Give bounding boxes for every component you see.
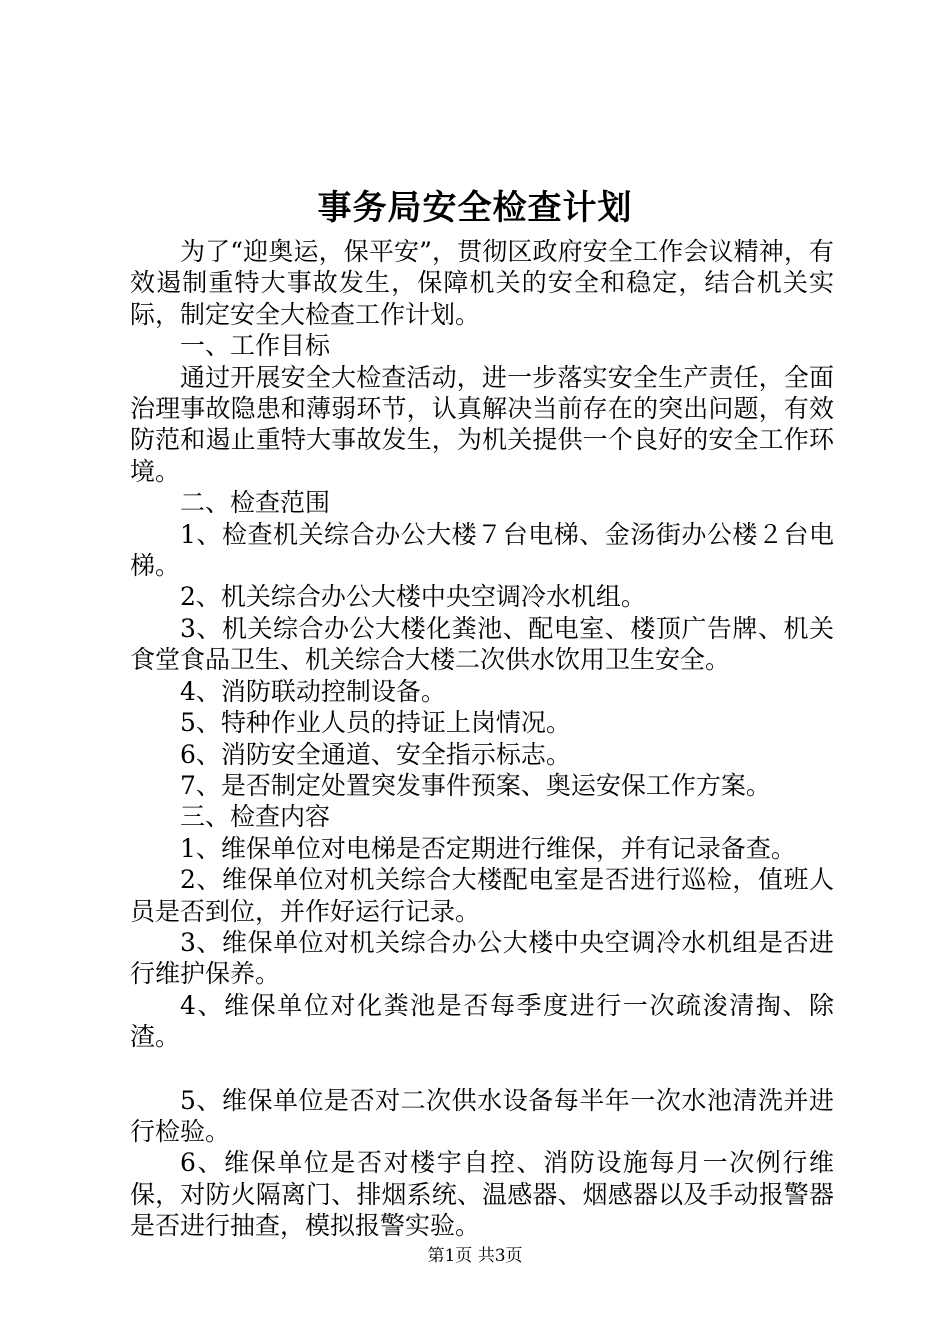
content-item-5: 5、维保单位是否对二次供水设备每半年一次水池清洗并进行检验。 xyxy=(130,1085,834,1146)
page-number-footer: 第1页 共3页 xyxy=(427,1246,523,1266)
paragraph-goal: 通过开展安全大检查活动，进一步落实安全生产责任，全面治理事故隐患和薄弱环节，认真解决当前存在的突出问题，有效防范和遏止重特大事故发生，为机关提供一个良好的安全工作环境。 xyxy=(130,362,834,486)
scope-item-5: 5、特种作业人员的持证上岗情况。 xyxy=(180,708,571,738)
scope-item-1: 1、检查机关综合办公大楼７台电梯、金汤街办公楼２台电梯。 xyxy=(130,519,834,581)
document-title: 事务局安全检查计划 xyxy=(317,188,633,228)
document-body xyxy=(130,236,834,1242)
scope-item-3: 3、机关综合办公大楼化粪池、配电室、楼顶广告牌、机关食堂食品卫生、机关综合大楼二次供水饮用卫生安全。 xyxy=(130,613,834,675)
content-item-6: 6、维保单位是否对楼宇自控、消防设施每月一次例行维保，对防火隔离门、排烟系统、温感器、烟感器以及手动报警器是否进行抽查，模拟报警实验。 xyxy=(130,1148,834,1241)
scope-item-4: 4、消防联动控制设备。 xyxy=(180,676,446,706)
paragraph-intro: 为了“迎奥运，保平安”，贯彻区政府安全工作会议精神，有效遏制重特大事故发生，保障机关的安全和稳定，结合机关实际，制定安全大检查工作计划。 xyxy=(130,237,834,329)
content-item-4: 4、维保单位对化粪池是否每季度进行一次疏浚清掏、除渣。 xyxy=(130,990,834,1052)
content-item-2: 2、维保单位对机关综合大楼配电室是否进行巡检，值班人员是否到位，并作好运行记录。 xyxy=(130,865,834,926)
scope-item-2: 2、机关综合办公大楼中央空调冷水机组。 xyxy=(180,582,646,612)
section-heading-content: 三、检查内容 xyxy=(180,802,331,832)
scope-item-6: 6、消防安全通道、安全指示标志。 xyxy=(180,739,571,769)
section-heading-scope: 二、检查范围 xyxy=(180,488,331,518)
content-item-3: 3、维保单位对机关综合办公大楼中央空调冷水机组是否进行维护保养。 xyxy=(130,927,834,989)
content-item-1: 1、维保单位对电梯是否定期进行维保，并有记录备查。 xyxy=(180,833,796,863)
scope-item-7: 7、是否制定处置突发事件预案、奥运安保工作方案。 xyxy=(180,770,771,800)
section-heading-goal: 一、工作目标 xyxy=(180,331,331,361)
